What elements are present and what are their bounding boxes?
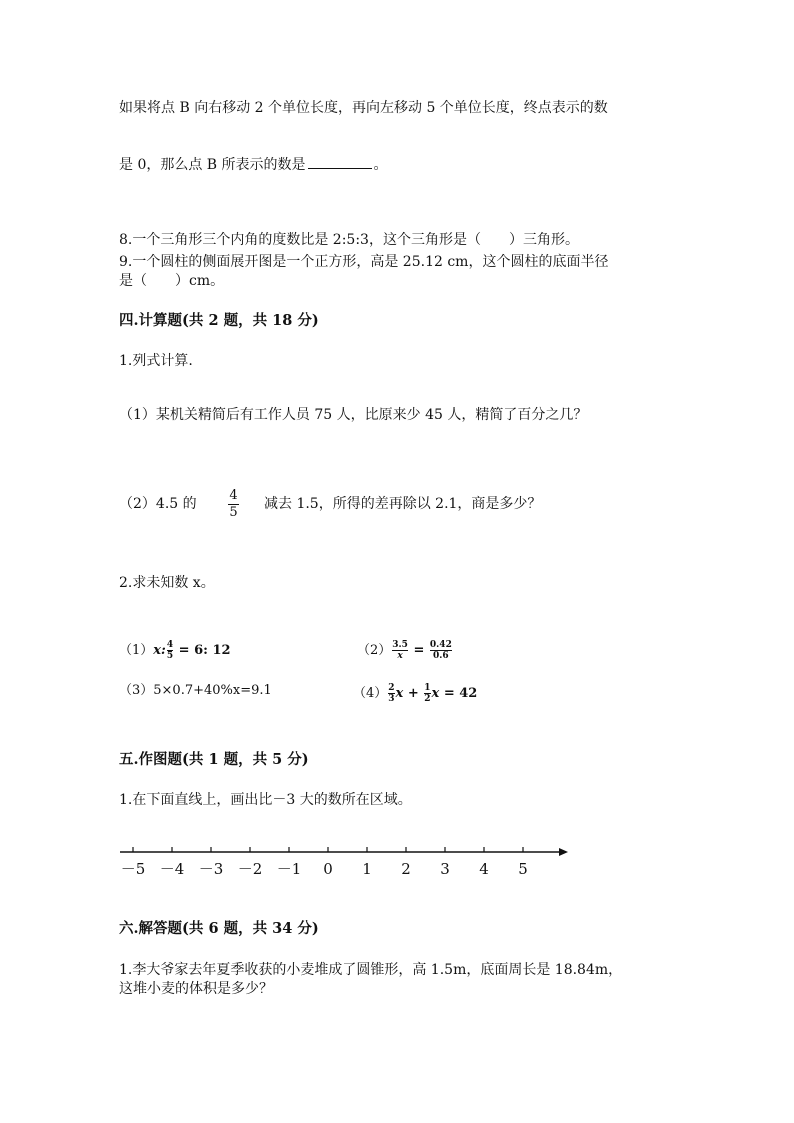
q7-text: 是 0，那么点 B 所表示的数是	[119, 157, 306, 173]
equation-2	[357, 640, 453, 661]
word-problem-1-line-2: 这堆小麦的体积是多少？	[119, 981, 273, 997]
number-line-label: 2	[401, 860, 411, 878]
calc-problem-1b-post: 减去 1.5，所得的差再除以 2.1，商是多少？	[264, 496, 542, 512]
number-line-label: －5	[120, 860, 146, 878]
word-problem-1-line-1: 1.李大爷家去年夏季收获的小麦堆成了圆锥形，高 1.5m，底面周长是 18.84m，	[119, 962, 623, 978]
number-line-label: －2	[237, 860, 263, 878]
fraction-four-fifths	[228, 489, 239, 520]
section-5-heading: 五.作图题(共 1 题，共 5 分)	[119, 751, 309, 768]
variable: x	[431, 686, 440, 701]
number-line-label: 1	[362, 860, 372, 878]
numerator: 0.42	[429, 640, 452, 650]
q7-line-2	[119, 156, 388, 174]
calc-problem-1a: （1）某机关精简后有工作人员 75 人，比原来少 45 人，精简了百分之几？	[119, 407, 588, 423]
question-8: 8.一个三角形三个内角的度数比是 2:5:3，这个三角形是（ ）三角形。	[119, 232, 579, 248]
question-9-line-1: 9.一个圆柱的侧面展开图是一个正方形，高是 25.12 cm，这个圆柱的底面半径	[119, 254, 609, 270]
section-4-heading: 四.计算题(共 2 题，共 18 分)	[119, 312, 319, 329]
equals: =	[408, 643, 429, 658]
number-line-arrow	[559, 848, 568, 856]
colon: :	[161, 643, 166, 658]
denominator: 0.6	[433, 651, 449, 661]
number-line-label: 4	[479, 860, 489, 878]
section-6-heading: 六.解答题(共 6 题，共 34 分)	[119, 920, 319, 937]
q7-end: 。	[373, 157, 388, 173]
calc-problem-1-title: 1.列式计算.	[119, 353, 193, 369]
numerator: 1	[424, 683, 431, 693]
equation-label: （1）	[119, 643, 154, 658]
number-line-label: 3	[440, 860, 450, 878]
equation-3: （3）5×0.7+40%x=9.1	[119, 683, 272, 698]
number-line-label: －3	[198, 860, 224, 878]
numerator: 4	[166, 640, 174, 650]
numerator: 2	[388, 683, 395, 693]
denominator: x	[397, 651, 403, 661]
fraction-denominator: 5	[229, 505, 238, 520]
denominator: 2	[424, 694, 431, 704]
variable: x	[153, 643, 162, 658]
fraction-numerator: 4	[229, 488, 238, 503]
equation-rhs: = 42	[439, 686, 478, 701]
equation-4	[353, 683, 477, 704]
number-line-label: －4	[159, 860, 185, 878]
equation-1	[119, 640, 231, 661]
number-line-label: 5	[518, 860, 528, 878]
answer-blank[interactable]	[308, 156, 372, 169]
numerator: 3.5	[392, 640, 408, 650]
number-line-label: －1	[276, 860, 302, 878]
equation-label: （4）	[353, 686, 388, 701]
equation-rhs: = 6: 12	[174, 643, 231, 658]
denominator: 5	[166, 651, 174, 661]
calc-problem-2-title: 2.求未知数 x。	[119, 575, 215, 591]
number-line-label: 0	[323, 860, 333, 878]
denominator: 3	[388, 694, 395, 704]
variable: x	[395, 686, 404, 701]
equation-label: （2）	[357, 643, 392, 658]
q7-line-1: 如果将点 B 向右移动 2 个单位长度，再向左移动 5 个单位长度，终点表示的数	[119, 100, 608, 116]
question-9-line-2: 是（ ）cm。	[119, 273, 225, 289]
plus: +	[403, 686, 424, 701]
drawing-problem-1: 1.在下面直线上，画出比－3 大的数所在区域。	[119, 792, 412, 808]
calc-problem-1b-pre: （2）4.5 的	[119, 496, 197, 512]
